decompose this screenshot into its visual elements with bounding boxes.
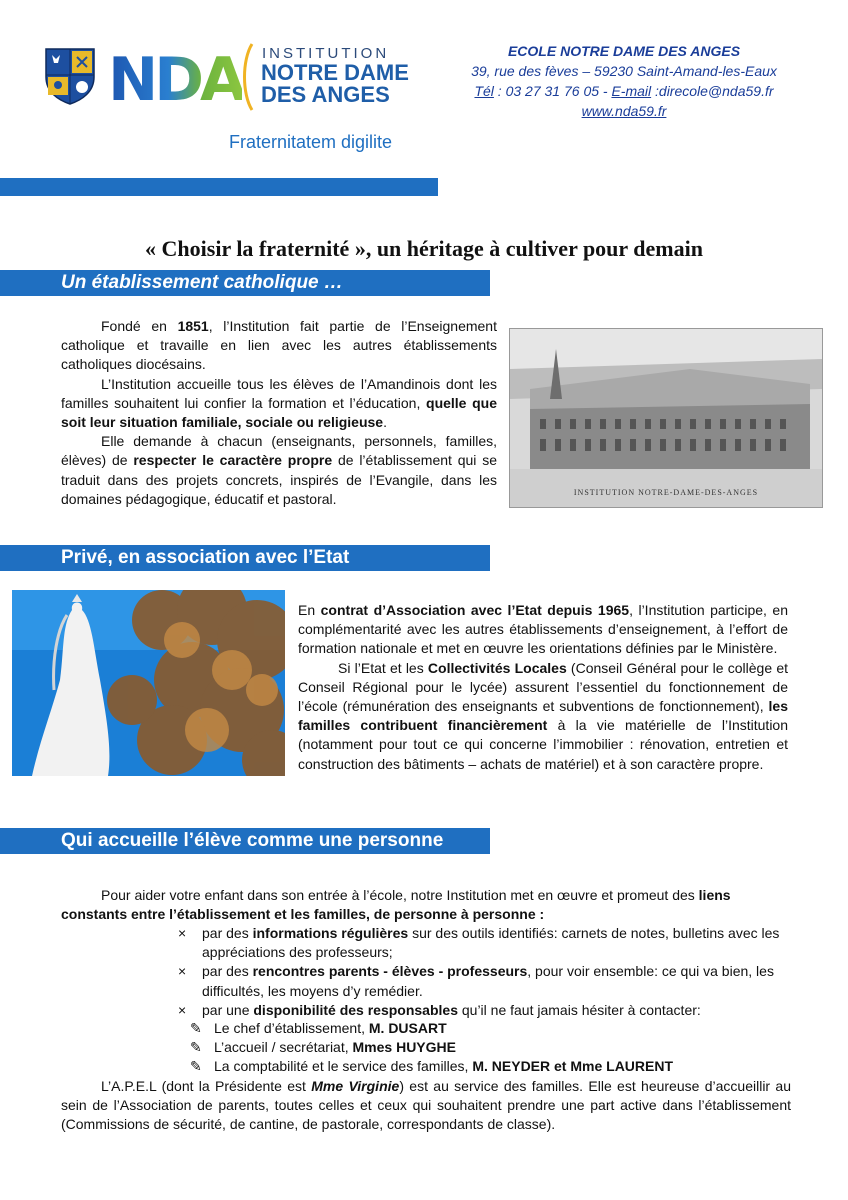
list-item: × par une disponibilité des responsables qu’il ne faut jamais hésiter à contacter: <box>178 1001 791 1020</box>
school-crest-icon <box>44 47 96 105</box>
bullet-cross-icon: × <box>178 1001 187 1018</box>
list-item: × par des rencontres parents - élèves - professeurs, pour voir ensemble: ce qui va bien, les difficultés, les moyens d’y remédier. <box>178 963 774 999</box>
section-heading-private: Privé, en association avec l’Etat <box>0 545 490 571</box>
nda-logo: NDA <box>108 45 243 115</box>
list-item: × par des informations régulières sur des outils identifiés: carnets de notes, bulletins avec les appréciations des professeurs; <box>178 925 780 961</box>
paragraph: Pour aider votre enfant dans son entrée à l’école, notre Institution met en œuvre et promeut des liens constants entre l’établissement et les familles, de personne à personne : <box>61 887 731 923</box>
header-divider-bar <box>0 178 438 196</box>
page-title: « Choisir la fraternité », un héritage à cultiver pour demain <box>145 236 703 261</box>
image-caption: INSTITUTION NOTRE-DAME-DES-ANGES <box>573 488 759 497</box>
bullet-cross-icon: × <box>178 963 187 980</box>
institution-name: NOTRE DAME DES ANGES <box>261 60 409 107</box>
paragraph: L’A.P.E.L (dont la Présidente est Mme Virginie) est au service des familles. Elle est heureuse d’accueillir au sein de l’Association de parents, toutes celles et ceux qui souhaitent prendre une part active dans l’établissement (Commissions de sécurité, de cantine, de pastorale, correspondants de classe). <box>61 1078 791 1133</box>
pencil-icon: ✎ <box>190 1058 202 1075</box>
address: 39, rue des fèves – 59230 Saint-Amand-les-Eaux <box>471 63 777 79</box>
section3-list <box>178 924 791 1020</box>
list-item: ✎ L’accueil / secrétariat, Mmes HUYGHE <box>190 1038 790 1057</box>
school-name: ECOLE NOTRE DAME DES ANGES <box>507 43 741 59</box>
paragraph: En contrat d’Association avec l’Etat depuis 1965, l’Institution participe, en complémentarité avec les autres établissements d’enseignement, à l’effort de formation nationale et met en œuvre les orientations définies par le Ministère. <box>298 602 788 657</box>
list-item: ✎ La comptabilité et le service des familles, M. NEYDER et Mme LAURENT <box>190 1057 790 1076</box>
virgin-statue-photo <box>12 590 285 776</box>
phone-email-line: Tél : 03 27 31 76 05 - E-mail :direcole@nda59.fr <box>474 83 774 99</box>
website-link[interactable]: www.nda59.fr <box>581 103 667 119</box>
list-item: ✎ Le chef d’établissement, M. DUSART <box>190 1019 790 1038</box>
paragraph: Elle demande à chacun (enseignants, personnels, familles, élèves) de respecter le caractère propre de l’établissement qui se traduit dans des projets concrets, inspirés de l’Evangile, dans les domaines pédagogique, éducatif et pastoral. <box>61 433 498 507</box>
institution-engraving-image <box>509 328 823 508</box>
email-link[interactable]: E-mail <box>611 83 652 99</box>
section-heading-person: Qui accueille l’élève comme une personne <box>0 828 490 854</box>
section3-intro <box>61 886 791 924</box>
contacts-list <box>190 1019 790 1077</box>
section1-text <box>61 317 497 509</box>
pencil-icon: ✎ <box>190 1039 202 1056</box>
contact-block <box>468 41 780 121</box>
institution-label: INSTITUTION <box>262 45 390 62</box>
paragraph: L’Institution accueille tous les élèves de l’Amandinois dont les familles souhaitent lui confier la formation et l’éducation, quelle que soit leur situation familiale, sociale ou religieuse. <box>61 375 498 431</box>
motto: Fraternitatem digilite <box>229 132 393 152</box>
logo-arc-icon <box>240 42 254 112</box>
tel-label: Tél <box>474 83 494 99</box>
bullet-cross-icon: × <box>178 925 187 941</box>
pencil-icon: ✎ <box>190 1020 202 1036</box>
section2-text <box>298 601 788 774</box>
section-heading-catholic: Un établissement catholique … <box>0 270 490 296</box>
paragraph: Si l’Etat et les Collectivités Locales (Conseil Général pour le collège et Conseil Régional pour le lycée) assurent l’essentiel du fonctionnement de l’école (rémunération des enseignants et subventions de fonctionnement), les familles contribuent financièrement à la vie matérielle de l’Institution (notamment pour tout ce qui concerne l’immobilier : rénovation, entretien et construction des bâtiments – achats de matériel) et à son caractère propre. <box>298 659 788 772</box>
apel-paragraph <box>61 1077 791 1135</box>
paragraph: Fondé en 1851, l’Institution fait partie de l’Enseignement catholique et travaille en lien avec les autres établissements catholiques diocésains. <box>61 318 497 373</box>
